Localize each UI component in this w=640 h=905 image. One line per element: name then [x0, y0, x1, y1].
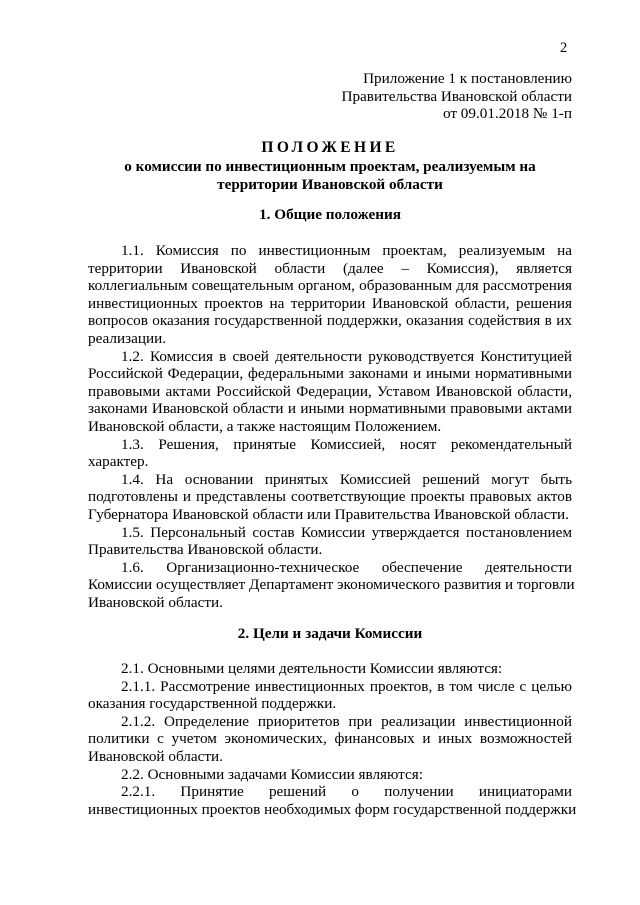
page-number: 2 — [560, 40, 568, 56]
paragraph-line: Ивановской области, а также настоящим Положением. — [88, 417, 442, 435]
paragraph-line: 2.1.2. Определение приоритетов при реализации инвестиционной — [121, 712, 572, 730]
paragraph-line: реализации. — [88, 329, 167, 347]
paragraph-line: законами Ивановской области и иными нормативными правовыми актами — [88, 400, 572, 418]
appendix-line: от 09.01.2018 № 1-п — [442, 105, 572, 123]
paragraph-line: Комиссии осуществляет Департамент экономического развития и торговли — [88, 576, 575, 594]
paragraph-line: 1.1. Комиссия по инвестиционным проектам, реализуемым на — [121, 242, 572, 259]
paragraph-line: 1.3. Решения, принятые Комиссией, носят рекомендательный — [121, 435, 572, 453]
paragraph-line: подготовлены и представлены соответствующие проекты правовых актов — [88, 488, 572, 506]
subtitle-line: о комиссии по инвестиционным проектам, реализуемым на — [124, 158, 536, 175]
paragraph-line: характер. — [88, 453, 149, 471]
paragraph-line: 2.2.1. Принятие решений о получении инициаторами — [121, 783, 572, 801]
appendix-line: Правительства Ивановской области — [341, 87, 572, 105]
paragraph-line: 2.1. Основными целями деятельности Комиссии являются: — [121, 660, 503, 677]
paragraph-line: 1.5. Персональный состав Комиссии утверждается постановлением — [121, 523, 572, 541]
paragraph-line: 2.1.1. Рассмотрение инвестиционных проектов, в том числе с целью — [121, 677, 572, 695]
paragraph-line: территории Ивановской области (далее – Комиссия), является — [88, 259, 572, 277]
paragraph-line: 1.2. Комиссия в своей деятельности руководствуется Конституцией — [121, 347, 572, 365]
appendix-line: Приложение 1 к постановлению — [363, 70, 572, 87]
paragraph-line: инвестиционных проектов на территории Ивановской области, решения — [88, 294, 572, 312]
paragraph-line: вопросов оказания государственной поддержки, оказания содействия в их — [88, 312, 572, 330]
paragraph-line: оказания государственной поддержки. — [88, 695, 337, 713]
paragraph-line: правовыми актами Российской Федерации, Уставом Ивановской области, — [88, 382, 572, 400]
subtitle-line: территории Ивановской области — [217, 175, 443, 193]
paragraph-line: Правительства Ивановской области. — [88, 541, 323, 559]
section-2-body — [88, 660, 577, 818]
paragraph-line: 2.2. Основными задачами Комиссии являются: — [121, 765, 423, 783]
document-subtitle — [88, 158, 572, 193]
section-2-heading: 2. Цели и задачи Комиссии — [237, 625, 423, 642]
appendix-note — [342, 70, 573, 123]
paragraph-line: Ивановской области. — [88, 747, 223, 765]
paragraph-line: Ивановской области. — [88, 593, 223, 611]
document-title: ПОЛОЖЕНИЕ — [261, 139, 399, 156]
paragraph-line: коллегиальным совещательным органом, образованным для рассмотрения — [88, 277, 572, 295]
paragraph-line: политики с учетом экономических, финансовых и иных возможностей — [88, 730, 572, 748]
section-1-heading: 1. Общие положения — [259, 206, 401, 223]
paragraph-line: 1.6. Организационно-техническое обеспечение деятельности — [121, 558, 572, 576]
section-1-body — [88, 242, 575, 611]
paragraph-line: Губернатора Ивановской области или Правительства Ивановской области. — [88, 505, 569, 523]
paragraph-line: Российской Федерации, федеральными законами и иными нормативными — [88, 365, 572, 383]
paragraph-line: 1.4. На основании принятых Комиссией решений могут быть — [121, 470, 572, 488]
paragraph-line: инвестиционных проектов необходимых форм государственной поддержки — [88, 800, 577, 818]
